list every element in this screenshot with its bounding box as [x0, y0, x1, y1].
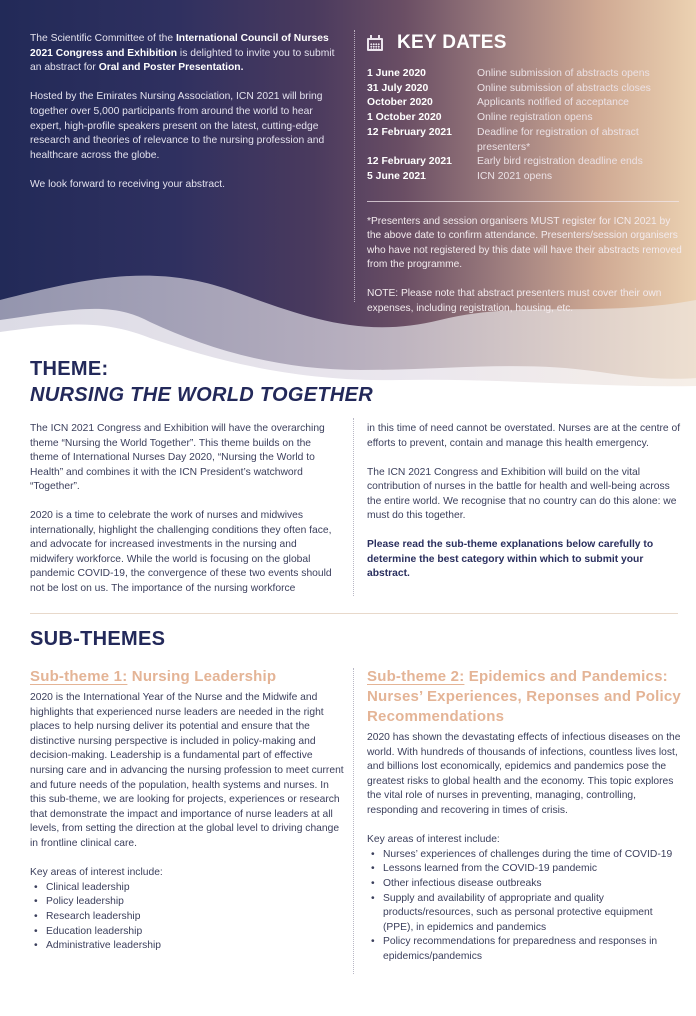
calendar-icon	[367, 35, 383, 51]
key-dates-header	[367, 30, 685, 56]
list-item: • Supply and availability of appropriate and quality products/resources, such as personal protective equipment (PPE), in epidemics and pandemics	[367, 892, 685, 936]
theme-paragraph: 2020 is a time to celebrate the work of nurses and midwives internationally, highlight the challenging conditions they often face, and advocate for increased investments in the nursing and midwifery workforce. While the world is focusing on the global pandemic COVID-19, the convergence of these two events should not be lost on us. The importance of the nursing workforce	[30, 510, 332, 594]
list-item: • Nurses’ experiences of challenges during the time of COVID-19	[367, 848, 685, 863]
areas-list	[367, 848, 685, 965]
date-description: Applicants notified of acceptance	[477, 97, 629, 109]
date-description: Online submission of abstracts opens	[477, 68, 650, 79]
date-description: Online submission of abstracts closes	[477, 82, 651, 94]
subtheme-body	[367, 731, 685, 965]
theme-heading	[30, 356, 373, 408]
list-item: • Other infectious disease outbreaks	[367, 877, 685, 892]
section-divider	[30, 613, 678, 614]
subtheme-1	[30, 667, 345, 954]
intro-paragraph-1: The Scientific Committee of the International Council of Nurses 2021 Congress and Exhibition is delighted to invite you to submit an abstract for Oral and Poster Presentation.	[30, 33, 335, 74]
areas-list	[30, 881, 345, 954]
key-dates-list	[367, 67, 685, 185]
date-row	[367, 111, 685, 126]
list-item: • Administrative leadership	[30, 939, 345, 954]
date-row	[367, 170, 685, 185]
expenses-note: NOTE: Please note that abstract presenters must cover their own expenses, including registration, housing, etc.	[367, 288, 662, 314]
date-row	[367, 96, 685, 111]
list-item: • Research leadership	[30, 910, 345, 925]
date: October 2020	[367, 97, 433, 109]
subtheme-description: 2020 is the International Year of the Nurse and the Midwife and highlights that experienced nurse leaders are needed in the right places to help nursing deliver its potential and ensure that the distinctive nursing perspective is included in policy-making and decision-making. Leadership is a fundamental part of effective nursing care and in advancing the nursing profession to meet current and future needs of the population, health systems and nurses. In this sub-theme, we are looking for projects, experiences or research that demonstrate the impact and importance of nurse leaders at all levels, from setting the direction at the global level to driving change in frontline clinical care.	[30, 692, 344, 849]
theme-paragraph: The ICN 2021 Congress and Exhibition will have the overarching theme “Nursing the World Together”. This theme builds on the theme of International Nurses Day 2020, “Nursing the World to Health” and combines it with the ICN President’s watchword “Together”.	[30, 423, 325, 492]
key-dates-panel	[355, 30, 685, 316]
list-item: • Policy leadership	[30, 895, 345, 910]
date: 12 February 2021	[367, 126, 452, 138]
date-row	[367, 155, 685, 170]
subtheme-description: 2020 has shown the devastating effects of infectious diseases on the world. With hundreds of thousands of infections, countless lives lost, and billions lost economically, epidemics and pandemics pose the greatest risks to global health and the economy. This topic explores the vital role of nurses in preventing, managing, controlling, responding and recovering in times of crisis.	[367, 732, 681, 816]
date: 1 October 2020	[367, 112, 442, 124]
subtheme-title: Sub-theme 1: Nursing Leadership	[30, 668, 277, 685]
subtheme-body	[30, 691, 345, 954]
date-description: Deadline for registration of abstract presenters*	[477, 126, 639, 153]
intro-text	[30, 32, 340, 207]
theme-label: THEME:	[30, 358, 109, 380]
date-description: Online registration opens	[477, 112, 593, 124]
theme-instruction: Please read the sub-theme explanations below carefully to determine the best category within which to submit your abstract.	[367, 539, 654, 579]
areas-label: Key areas of interest include:	[367, 834, 500, 846]
column-divider	[353, 418, 354, 596]
theme-paragraph: The ICN 2021 Congress and Exhibition will build on the vital contribution of nurses in the battle for health and well-being across the entire world. We recognise that no country can do this alone: we must do this together.	[367, 466, 677, 521]
theme-paragraph: in this time of need cannot be overstated. Nurses are at the centre of efforts to prevent, contain and manage this health emergency.	[367, 423, 681, 449]
date-description: Early bird registration deadline ends	[477, 156, 643, 168]
areas-label: Key areas of interest include:	[30, 867, 163, 879]
subthemes-heading: SUB-THEMES	[30, 628, 166, 650]
intro-paragraph-3: We look forward to receiving your abstract.	[30, 178, 225, 190]
date: 31 July 2020	[367, 82, 429, 94]
date-description: ICN 2021 opens	[477, 170, 553, 182]
list-item: • Policy recommendations for preparedness and responses in epidemics/pandemics	[367, 935, 685, 964]
theme-right-column	[367, 422, 685, 596]
date-row	[367, 82, 685, 97]
dates-divider-line	[367, 201, 679, 202]
theme-left-column	[30, 422, 340, 611]
registration-footnote: *Presenters and session organisers MUST register for ICN 2021 by the above date to confirm attendance. Presenters/session organisers who have not registered by this date will have their abstracts removed from the programme.	[367, 215, 682, 271]
intro-paragraph-2: Hosted by the Emirates Nursing Association, ICN 2021 will bring together over 5,000 participants from around the world to hear expert, high-profile speakers present on the latest, cutting-edge research and theories of relevance to the nursing profession and healthcare across the globe.	[30, 91, 325, 161]
date-row	[367, 67, 685, 82]
theme-title: NURSING THE WORLD TOGETHER	[30, 384, 373, 406]
column-divider	[353, 668, 354, 974]
date: 1 June 2020	[367, 68, 426, 79]
list-item: • Lessons learned from the COVID-19 pandemic	[367, 862, 685, 877]
date: 5 June 2021	[367, 170, 426, 182]
subtheme-title: Sub-theme 2: Epidemics and Pandemics: Nurses’ Experiences, Reponses and Policy Recommendations	[367, 668, 681, 725]
subtheme-2	[367, 667, 685, 965]
date: 12 February 2021	[367, 156, 452, 168]
key-dates-title: KEY DATES	[397, 32, 507, 53]
date-row	[367, 126, 685, 155]
list-item: • Education leadership	[30, 925, 345, 940]
list-item: • Clinical leadership	[30, 881, 345, 896]
